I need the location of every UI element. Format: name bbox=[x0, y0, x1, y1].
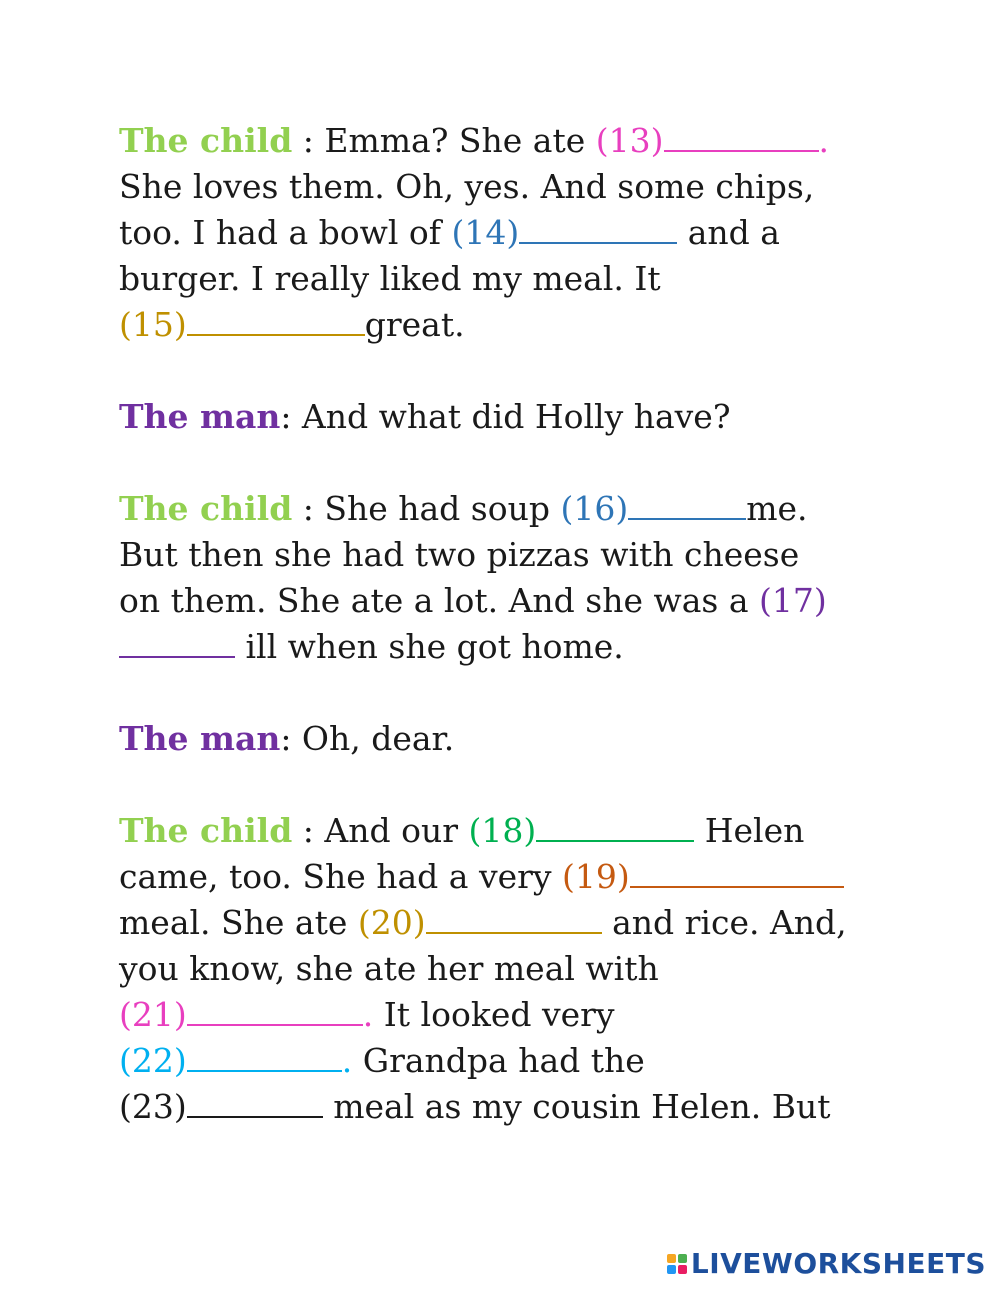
text-line bbox=[119, 716, 919, 762]
text-line bbox=[119, 900, 919, 946]
dialogue-text: Helen bbox=[694, 811, 805, 850]
dialogue-text: too. I had a bowl of bbox=[119, 213, 452, 252]
text-line bbox=[119, 210, 919, 256]
gap-21-blank[interactable] bbox=[187, 994, 363, 1026]
dialogue-text: meal. She ate bbox=[119, 903, 358, 942]
dialogue-text: on them. She ate a lot. And she was a bbox=[119, 581, 760, 620]
dialogue-text: : She had soup bbox=[292, 489, 561, 528]
text-line: you know, she ate her meal with bbox=[119, 949, 659, 988]
text-line bbox=[119, 578, 919, 624]
dialogue-text: and a bbox=[677, 213, 780, 252]
text-line bbox=[119, 854, 919, 900]
dialogue-text: came, too. She had a very bbox=[119, 857, 563, 896]
speaker-child: The child bbox=[119, 811, 293, 850]
text-line bbox=[119, 1084, 919, 1130]
speaker-child: The child bbox=[119, 121, 293, 160]
dialogue-text: Grandpa had the bbox=[352, 1041, 645, 1080]
gap-21 bbox=[119, 995, 373, 1034]
gap-14-blank[interactable] bbox=[519, 212, 677, 244]
logo-text: LIVEWORKSHEETS bbox=[690, 1247, 986, 1280]
dialogue-text: : Emma? She ate bbox=[292, 121, 596, 160]
dialogue-text: great. bbox=[364, 305, 465, 344]
text-line bbox=[119, 808, 919, 854]
worksheet bbox=[119, 118, 919, 1176]
gap-16 bbox=[560, 489, 746, 528]
paragraph-man-1 bbox=[119, 394, 919, 440]
gap-17-number: (17) bbox=[759, 581, 827, 620]
gap-15-number: (15) bbox=[119, 305, 187, 344]
text-line: But then she had two pizzas with cheese bbox=[119, 535, 800, 574]
dialogue-text: meal as my cousin Helen. But bbox=[322, 1087, 831, 1126]
gap-17-blank[interactable] bbox=[119, 626, 235, 658]
gap-13 bbox=[596, 121, 829, 160]
gap-18-number: (18) bbox=[468, 811, 537, 850]
gap-19-blank[interactable] bbox=[630, 856, 844, 888]
gap-21-number: (21) bbox=[119, 995, 187, 1034]
gap-21-period: . bbox=[362, 995, 374, 1034]
gap-13-blank[interactable] bbox=[664, 120, 819, 152]
gap-22 bbox=[119, 1041, 352, 1080]
text-line bbox=[119, 394, 919, 440]
gap-13-number: (13) bbox=[595, 121, 664, 160]
text-line bbox=[119, 624, 919, 670]
gap-22-number: (22) bbox=[119, 1041, 187, 1080]
gap-23 bbox=[119, 1087, 323, 1126]
logo-blocks-icon bbox=[667, 1254, 687, 1274]
dialogue-text: : Oh, dear. bbox=[280, 719, 455, 758]
gap-19 bbox=[562, 857, 844, 896]
gap-16-blank[interactable] bbox=[628, 488, 746, 520]
gap-16-number: (16) bbox=[560, 489, 629, 528]
paragraph-man-2 bbox=[119, 716, 919, 762]
gap-14 bbox=[451, 213, 677, 252]
gap-15 bbox=[119, 305, 365, 344]
gap-22-blank[interactable] bbox=[187, 1040, 342, 1072]
gap-18-blank[interactable] bbox=[536, 810, 694, 842]
speaker-child: The child bbox=[119, 489, 293, 528]
gap-22-period: . bbox=[341, 1041, 353, 1080]
gap-19-number: (19) bbox=[562, 857, 630, 896]
dialogue-text: : And what did Holly have? bbox=[280, 397, 731, 436]
gap-15-blank[interactable] bbox=[187, 304, 365, 336]
dialogue-text: me. bbox=[746, 489, 808, 528]
text-line bbox=[119, 118, 919, 164]
dialogue-text: : And our bbox=[292, 811, 469, 850]
dialogue-text: ill when she got home. bbox=[235, 627, 624, 666]
paragraph-child-2 bbox=[119, 486, 919, 670]
text-line bbox=[119, 1038, 919, 1084]
gap-18 bbox=[468, 811, 694, 850]
gap-20 bbox=[358, 903, 602, 942]
text-line: She loves them. Oh, yes. And some chips, bbox=[119, 167, 815, 206]
gap-13-period: . bbox=[818, 121, 829, 160]
gap-23-number: (23) bbox=[119, 1087, 187, 1126]
paragraph-child-3 bbox=[119, 808, 919, 1130]
speaker-man: The man bbox=[119, 397, 281, 436]
dialogue-text: and rice. And, bbox=[601, 903, 847, 942]
gap-20-number: (20) bbox=[357, 903, 426, 942]
text-line bbox=[119, 486, 919, 532]
text-line bbox=[119, 992, 919, 1038]
liveworksheets-logo bbox=[667, 1247, 986, 1280]
text-line: burger. I really liked my meal. It bbox=[119, 259, 661, 298]
gap-23-blank[interactable] bbox=[187, 1086, 323, 1118]
gap-20-blank[interactable] bbox=[426, 902, 602, 934]
speaker-man: The man bbox=[119, 719, 281, 758]
dialogue-text: It looked very bbox=[373, 995, 615, 1034]
text-line bbox=[119, 302, 919, 348]
paragraph-child-1 bbox=[119, 118, 919, 348]
gap-14-number: (14) bbox=[451, 213, 520, 252]
